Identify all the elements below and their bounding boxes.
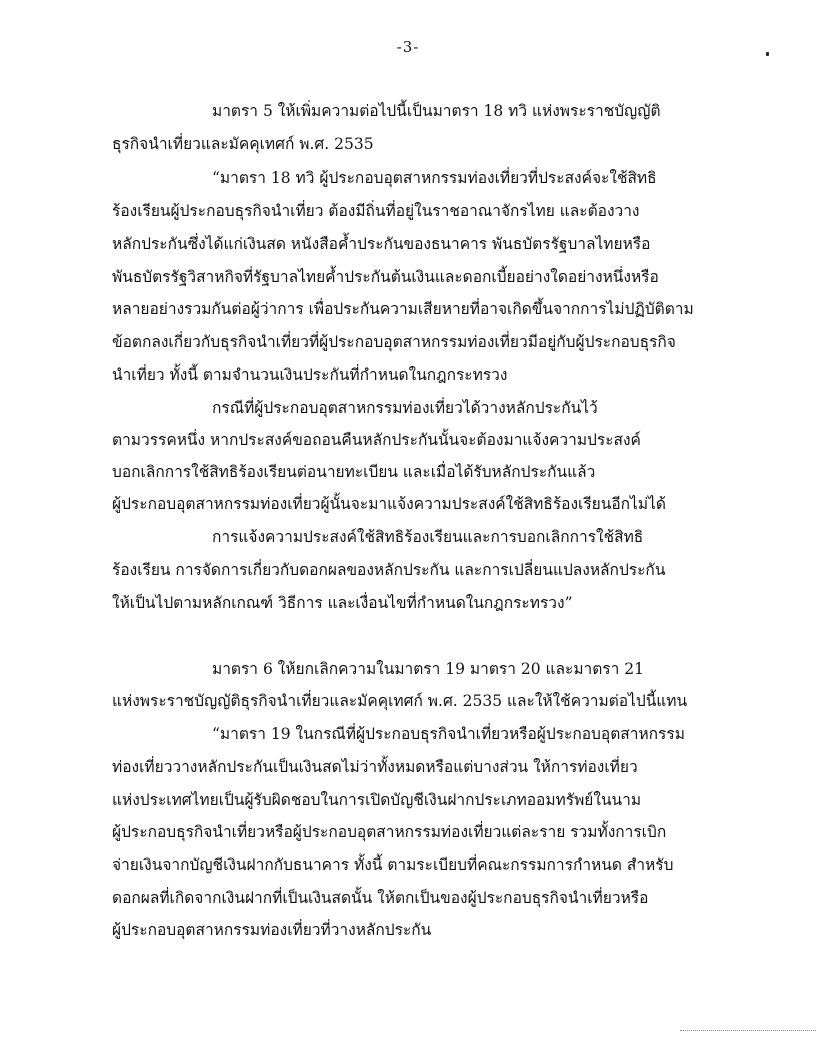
section5-line-8: ข้อตกลงเกี่ยวกับธุรกิจนำเที่ยวที่ผู้ประกอบอุตสาหกรรมท่องเที่ยวมีอยู่กับผู้ประกอบธุรกิจ: [112, 333, 676, 351]
section6-line-9: ผู้ประกอบอุตสาหกรรมท่องเที่ยวที่วางหลักประกัน: [112, 921, 432, 939]
section5-line-13: ผู้ประกอบอุตสาหกรรมท่องเที่ยวผู้นั้นจะมาแจ้งความประสงค์ใช้สิทธิร้องเรียนอีกไม่ได้: [112, 495, 666, 513]
section6-line-1: มาตรา 6 ให้ยกเลิกความในมาตรา 19 มาตรา 20 และมาตรา 21: [212, 660, 644, 678]
section5-line-12: บอกเลิกการใช้สิทธิร้องเรียนต่อนายทะเบียน และเมื่อได้รับหลักประกันแล้ว: [112, 463, 596, 481]
page-number: -3-: [396, 38, 420, 56]
section5-line-14: การแจ้งความประสงค์ใช้สิทธิร้องเรียนและการบอกเลิกการใช้สิทธิ: [212, 528, 644, 546]
section6-line-5: แห่งประเทศไทยเป็นผู้รับผิดชอบในการเปิดบัญชีเงินฝากประเภทออมทรัพย์ในนาม: [112, 791, 642, 809]
section5-line-6: พันธบัตรรัฐวิสาหกิจที่รัฐบาลไทยค้ำประกันต้นเงินและดอกเบี้ยอย่างใดอย่างหนึ่งหรือ: [112, 268, 659, 286]
section6-line-3: “มาตรา 19 ในกรณีที่ผู้ประกอบธุรกิจนำเที่ยวหรือผู้ประกอบอุตสาหกรรม: [212, 725, 685, 743]
section6-line-7: จ่ายเงินจากบัญชีเงินฝากกับธนาคาร ทั้งนี้ ตามระเบียบที่คณะกรรมการกำหนด สำหรับ: [112, 856, 674, 874]
scan-speck: [766, 52, 769, 56]
section5-line-11: ตามวรรคหนึ่ง หากประสงค์ขอถอนคืนหลักประกันนั้นจะต้องมาแจ้งความประสงค์: [112, 431, 641, 449]
section5-line-2: ธุรกิจนำเที่ยวและมัคคุเทศก์ พ.ศ. 2535: [112, 135, 374, 153]
section6-line-6: ผู้ประกอบธุรกิจนำเที่ยวหรือผู้ประกอบอุตสาหกรรมท่องเที่ยวแต่ละราย รวมทั้งการเบิก: [112, 823, 667, 841]
section6-line-8: ดอกผลที่เกิดจากเงินฝากที่เป็นเงินสดนั้น ให้ตกเป็นของผู้ประกอบธุรกิจนำเที่ยวหรือ: [112, 889, 649, 907]
section5-line-15: ร้องเรียน การจัดการเกี่ยวกับดอกผลของหลักประกัน และการเปลี่ยนแปลงหลักประกัน: [112, 561, 666, 579]
section5-line-10: กรณีที่ผู้ประกอบอุตสาหกรรมท่องเที่ยวได้วางหลักประกันไว้: [212, 399, 598, 417]
section6-line-4: ท่องเที่ยววางหลักประกันเป็นเงินสดไม่ว่าทั้งหมดหรือแต่บางส่วน ให้การท่องเที่ยว: [112, 758, 638, 776]
section5-line-3: “มาตรา 18 ทวิ ผู้ประกอบอุตสาหกรรมท่องเที่ยวที่ประสงค์จะใช้สิทธิ: [212, 169, 657, 187]
section5-line-1: มาตรา 5 ให้เพิ่มความต่อไปนี้เป็นมาตรา 18 ทวิ แห่งพระราชบัญญัติ: [212, 102, 661, 120]
section5-line-16: ให้เป็นไปตามหลักเกณฑ์ วิธีการ และเงื่อนไขที่กำหนดในกฎกระทรวง”: [112, 594, 573, 612]
scan-edge-line: [680, 1030, 816, 1031]
section5-line-4: ร้องเรียนผู้ประกอบธุรกิจนำเที่ยว ต้องมีถิ่นที่อยู่ในราชอาณาจักรไทย และต้องวาง: [112, 202, 640, 220]
section5-line-5: หลักประกันซึ่งได้แก่เงินสด หนังสือค้ำประกันของธนาคาร พันธบัตรรัฐบาลไทยหรือ: [112, 235, 651, 253]
section5-line-7: หลายอย่างรวมกันต่อผู้ว่าการ เพื่อประกันความเสียหายที่อาจเกิดขึ้นจากการไม่ปฏิบัติตาม: [112, 300, 694, 318]
section5-line-9: นำเที่ยว ทั้งนี้ ตามจำนวนเงินประกันที่กำหนดในกฎกระทรวง: [112, 366, 508, 384]
section6-line-2: แห่งพระราชบัญญัติธุรกิจนำเที่ยวและมัคคุเทศก์ พ.ศ. 2535 และให้ใช้ความต่อไปนี้แทน: [112, 692, 688, 710]
